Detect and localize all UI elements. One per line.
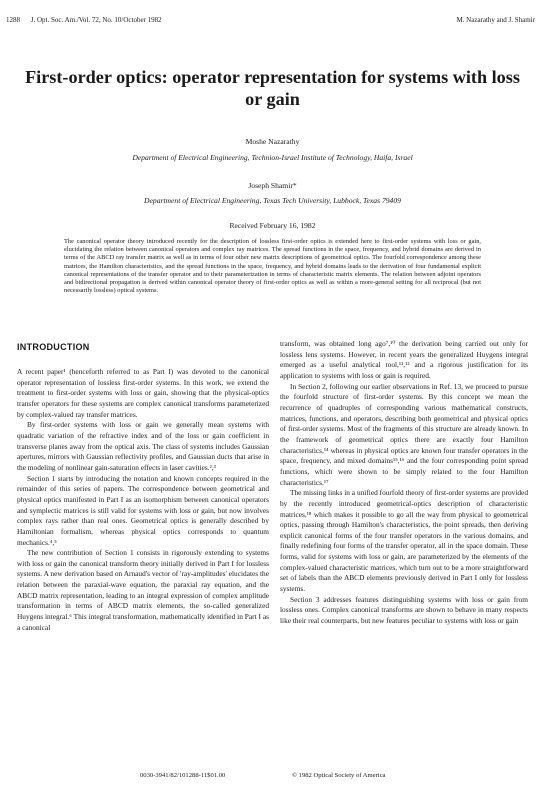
received-date: Received February 16, 1982 xyxy=(229,221,316,230)
author-affiliation-1: Department of Electrical Engineering, Technion-Israel Institute of Technology, Haifa, Israel xyxy=(132,153,413,162)
body-paragraph: The missing links in a unified fourfold theory of first-order systems are provided by the recently introduced geometrical-optics description of characteristic matrices,¹⁸ which makes it possible to go all the way from physical to geometrical optics, passing through Hamilton's characteristics, the point spreads, then deriving explicit canonical forms of the four transfer operators in the various domains, and finally redefining four forms of the transfer operator, all in the space domain. These forms, valid for systems with loss or gain, are parameterized by the elements of the complex-valued characteristic matrices, which turn out to be a more straightforward set of labels than the ABCD elements previously derived in Part I only for lossless systems. xyxy=(280,488,528,594)
body-paragraph: The new contribution of Section 1 consists in rigorously extending to systems with loss or gain the canonical transform theory initially derived in Part I for lossless systems. A new derivation based on Arnaud's vector of 'ray-amplitudes' elucidates the relation between the paraxial-wave equation, the paraxial ray equation, and the ABCD matrix representation, leading to an integral expression of complex amplitude transformation in terms of ABCD matrix elements, the so-called generalized Huygens integral.⁶ This integral transformation, mathematically identified in Part I as a canonical xyxy=(17,548,269,632)
section-heading-introduction: INTRODUCTION xyxy=(17,342,90,352)
body-paragraph: A recent paper¹ (henceforth referred to as Part I) was devoted to the canonical operator representation of lossless first-order systems. In this work, we extend the treatment to first-order systems with loss or gain, showing that the physical-optics transfer operators for these systems are complex canonical transforms parameterized by complex-valued ray transfer matrices. xyxy=(17,367,269,419)
copyright-notice: © 1982 Optical Society of America xyxy=(292,772,386,779)
paper-title: First-order optics: operator representation for systems with loss or gain xyxy=(25,67,520,109)
body-paragraph: transform, was obtained long ago⁷,¹⁰ the derivation being carried out only for lossless lens systems. However, in recent years the generalized Huygens integral emerged as a useful analytical tool,¹¹,¹² and a rigorous justification for its application to systems with loss or gain is required. xyxy=(280,339,528,380)
author-name-1: Moshe Nazarathy xyxy=(245,137,300,146)
body-paragraph: In Section 2, following our earlier observations in Ref. 13, we proceed to pursue the fourfold structure of first-order systems. By this concept we mean the recurrence of quadruples of corresponding various mathematical constructs, matrices, functions, and operators, describing both geometrical and physical optics of first-order systems. Most of the fragments of this structure are already known. In the framework of geometrical optics there are exactly four Hamilton characteristics,¹⁴ whereas in physical optics are known four transfer operators in the space, frequency, and mixed domains¹⁵,¹⁶ and the four corresponding point spread functions, which were shown to be simply related to the four Hamilton characteristics.¹⁷ xyxy=(280,381,528,487)
article-code: 0030-3941/82/101288-11$01.00 xyxy=(140,772,226,779)
running-header xyxy=(6,14,535,26)
body-column-left xyxy=(17,341,269,633)
author-affiliation-2: Department of Electrical Engineering, Texas Tech University, Lubbock, Texas 79409 xyxy=(144,196,401,205)
journal-citation: J. Opt. Soc. Am./Vol. 72, No. 10/October 1982 xyxy=(30,16,162,24)
page-number: 1288 xyxy=(6,16,20,24)
body-paragraph: Section 3 addresses features distinguishing systems with loss or gain from lossless ones. Complex canonical transforms are shown to behave in many respects like their real counterparts, but new features peculiar to systems with loss or gain xyxy=(280,594,528,626)
abstract: The canonical operator theory introduced recently for the description of lossless first-order optics is extended here to first-order systems with loss or gain, elucidating the relation between canonical operators and complex ray matrices. The spread functions in the space, frequency, and hybrid domains are derived in terms of the ABCD ray transfer matrix as well as in terms of four other new matrix descriptions of geometrical optics. The fourfold correspondence among these matrices, the Hamilton characteristics, and the spread functions in the space, frequency, and hybrid domains leads to the derivation of four fundamental explicit canonical representations of the transfer operator and to their parameterization in terms of characteristic matrix elements. The relation between adjoint operators and bidirectional propagation is derived within canonical operator theory of first-order optics as well as within a more-general setting for all reciprocal (but not necessarily lossless) optical systems. xyxy=(64,238,481,295)
body-column-right xyxy=(280,339,528,627)
running-header-left xyxy=(6,14,171,26)
body-paragraph: Section 1 starts by introducing the notation and known concepts required in the remainder of this series of papers. The correspondence between geometrical and physical optics manifested in Part I as an isomorphism between canonical operators and symplectic matrices is still valid for systems with loss or gain, but now involves complex rays rather than real ones. Geometrical optics is generally described by Hamiltonian formalism, whereas physical optics corresponds to quantum mechanics.⁴,⁵ xyxy=(17,473,269,547)
author-name-2: Joseph Shamir* xyxy=(248,181,297,190)
running-header-authors: M. Nazarathy and J. Shamir xyxy=(456,16,535,24)
body-paragraph: By first-order systems with loss or gain we generally mean systems with quadratic variation of the refractive index and of the loss or gain coefficient in transverse planes away from the optical axis. The class of systems includes Gaussian apertures, mirrors with Gaussian reflectivity profiles, and Gaussian ducts that arise in the modeling of nonlinear gain-saturation effects in laser cavities.²,³ xyxy=(17,420,269,472)
